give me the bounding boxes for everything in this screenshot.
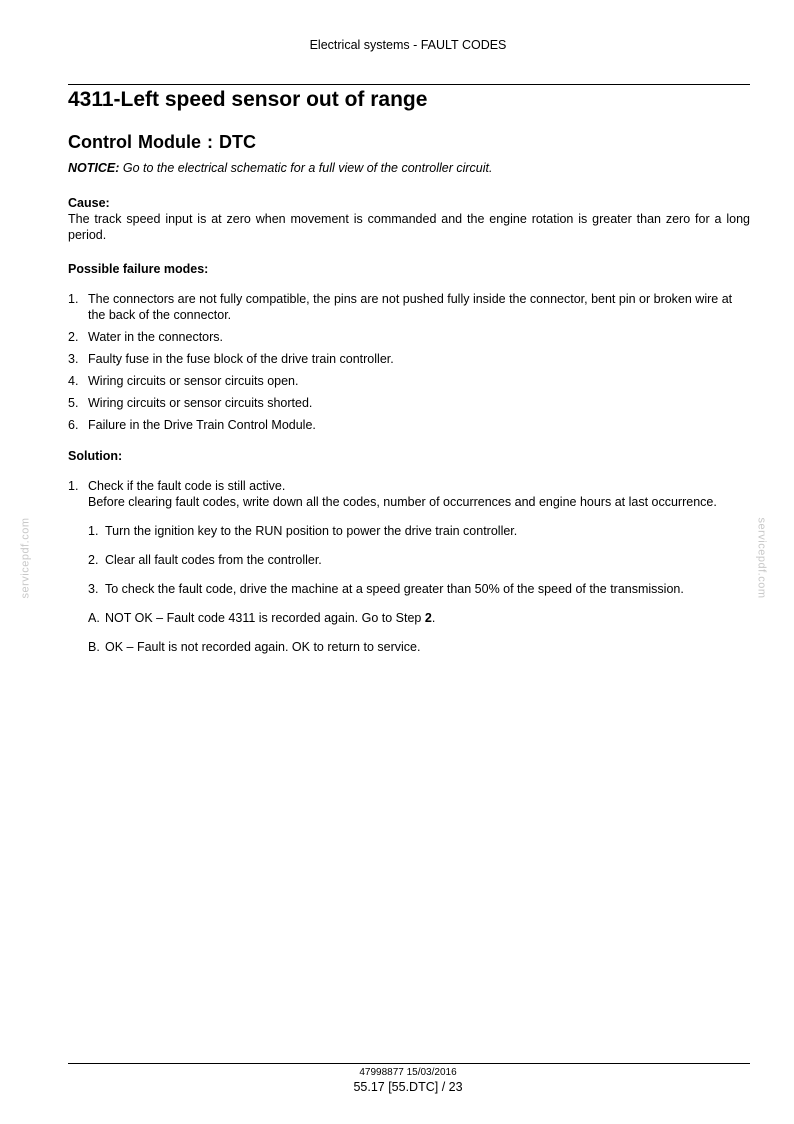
list-item (68, 395, 750, 411)
cause-text: The track speed input is at zero when movement is commanded and the engine rotation is greater than zero for a long period. (68, 212, 750, 242)
list-item-text: The connectors are not fully compatible, the pins are not pushed fully inside the connector, bent pin or broken wire at the back of the connector. (88, 292, 733, 322)
notice (68, 160, 750, 176)
watermark-left: servicepdf.com (19, 517, 32, 599)
list-item-text: Failure in the Drive Train Control Module. (88, 418, 316, 432)
failure-modes-heading: Possible failure modes: (68, 262, 209, 276)
list-item-text: Water in the connectors. (88, 330, 224, 344)
sub-step-text: Turn the ignition key to the RUN position to power the drive train controller. (105, 524, 518, 538)
list-item-number: 1. (68, 292, 79, 306)
sub-step (88, 523, 750, 539)
outcome-ok (88, 639, 750, 655)
solution-step (68, 478, 750, 655)
sub-step-text: Clear all fault codes from the controller. (105, 553, 322, 567)
solution-step-title: Check if the fault code is still active. (88, 479, 286, 493)
outcome-not-ok (88, 610, 750, 626)
section-subtitle: Control Module : DTC (68, 132, 256, 152)
notice-label: NOTICE: (68, 161, 120, 175)
failure-modes-list (68, 291, 750, 433)
list-item-number: 5. (68, 396, 79, 410)
list-item-number: 6. (68, 418, 79, 432)
footer-doc-ref: 47998877 15/03/2016 (359, 1067, 457, 1078)
sub-step-number: 1. (88, 524, 99, 538)
outcome-text: OK – Fault is not recorded again. OK to return to service. (105, 640, 421, 654)
list-item (68, 291, 750, 323)
sub-step (88, 552, 750, 568)
sub-step-text: To check the fault code, drive the machine at a speed greater than 50% of the speed of the transmission. (105, 582, 684, 596)
footer-page-number: 55.17 [55.DTC] / 23 (353, 1080, 463, 1094)
cause-heading: Cause: (68, 196, 110, 210)
step-reference: 2 (424, 611, 432, 625)
list-item-number: 2. (68, 330, 79, 344)
solution-heading: Solution: (68, 449, 123, 463)
page-title: 4311-Left speed sensor out of range (68, 88, 428, 111)
sub-step-number: 3. (88, 582, 99, 596)
running-header: Electrical systems - FAULT CODES (309, 38, 507, 52)
list-item-number: 3. (68, 352, 79, 366)
footer-rule (68, 1063, 750, 1064)
outcome-text: NOT OK – Fault code 4311 is recorded again. Go to Step (105, 611, 425, 625)
list-item (68, 417, 750, 433)
watermark-right: servicepdf.com (755, 517, 768, 599)
list-item-text: Wiring circuits or sensor circuits open. (88, 374, 299, 388)
list-item-text: Faulty fuse in the fuse block of the drive train controller. (88, 352, 394, 366)
solution-step-note: Before clearing fault codes, write down all the codes, number of occurrences and engine hours at last occurrence. (88, 495, 717, 509)
outcome-end: . (431, 611, 436, 625)
list-item (68, 351, 750, 367)
outcome-label: A. (88, 611, 100, 625)
outcome-label: B. (88, 640, 100, 654)
list-item-number: 4. (68, 374, 79, 388)
solution-step-number: 1. (68, 479, 79, 493)
header-rule (68, 84, 750, 85)
list-item (68, 329, 750, 345)
sub-steps (88, 523, 750, 655)
page-content (68, 160, 750, 668)
list-item-text: Wiring circuits or sensor circuits shorted. (88, 396, 313, 410)
sub-step-number: 2. (88, 553, 99, 567)
list-item (68, 373, 750, 389)
sub-step (88, 581, 750, 597)
notice-text: Go to the electrical schematic for a full view of the controller circuit. (122, 161, 493, 175)
